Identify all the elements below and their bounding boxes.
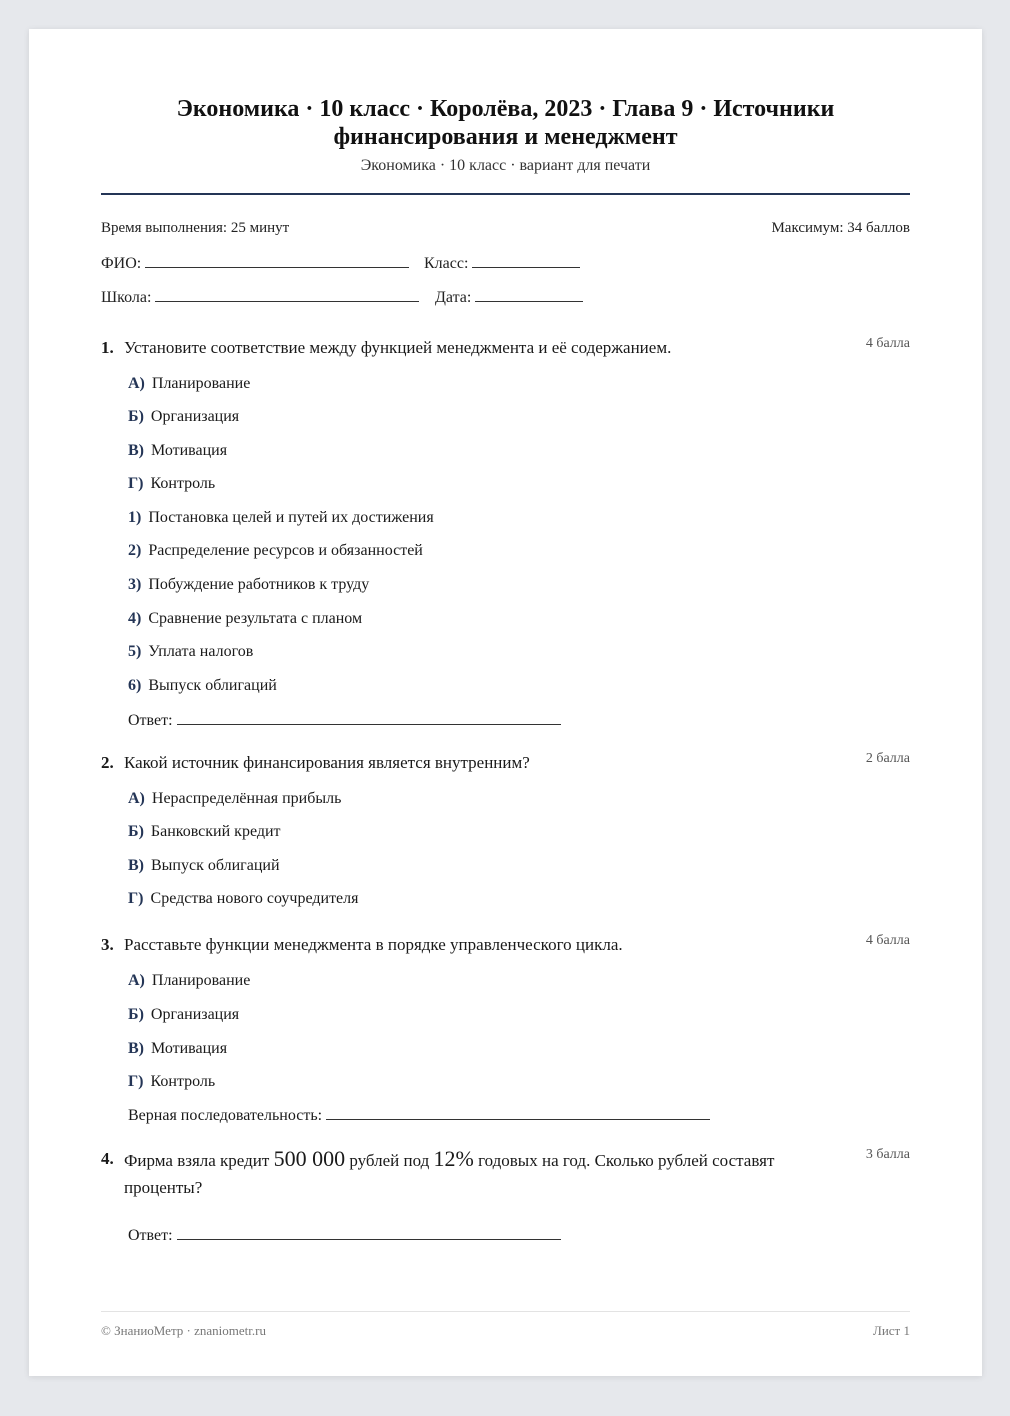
answer-label: Ответ: xyxy=(128,712,173,729)
question-header xyxy=(101,334,910,361)
header-divider xyxy=(101,193,910,195)
school-line[interactable] xyxy=(155,287,419,302)
option-g xyxy=(128,474,215,494)
question-3 xyxy=(101,931,910,1124)
fio-field[interactable] xyxy=(101,253,409,273)
question-number: 1. xyxy=(101,338,114,357)
question-text: Установите соответствие между функцией менеджмента и её содержанием. xyxy=(124,338,672,357)
option-marker: Б) xyxy=(128,823,144,840)
answer-label: Ответ: xyxy=(128,1227,173,1244)
question-points: 4 балла xyxy=(865,336,910,351)
fio-label: ФИО: xyxy=(101,255,142,272)
question-points: 3 балла xyxy=(865,1147,910,1162)
option-text: Мотивация xyxy=(151,442,228,459)
option-marker: 3) xyxy=(128,576,142,593)
option-text: Постановка целей и путей их достижения xyxy=(148,509,434,526)
meta-row xyxy=(101,220,910,237)
question-header xyxy=(101,1145,910,1201)
question-points: 2 балла xyxy=(865,751,910,766)
footer-divider xyxy=(101,1311,910,1312)
option-2 xyxy=(128,541,423,561)
option-text: Банковский кредит xyxy=(150,823,281,840)
option-marker: 5) xyxy=(128,643,142,660)
class-label: Класс: xyxy=(424,255,469,272)
option-marker: В) xyxy=(128,1040,144,1057)
school-label: Школа: xyxy=(101,289,152,306)
option-text: Сравнение результата с планом xyxy=(148,610,363,627)
option-6 xyxy=(128,676,277,696)
option-text: Мотивация xyxy=(151,1040,228,1057)
option-text: Нераспределённая прибыль xyxy=(151,790,342,807)
option-g xyxy=(128,1072,215,1092)
question-points: 4 балла xyxy=(865,933,910,948)
option-a xyxy=(128,789,341,809)
answer-line[interactable] xyxy=(326,1105,710,1120)
page-title: Экономика · 10 класс · Королёва, 2023 · Глава 9 · Источники финансирования и менеджмент xyxy=(176,96,835,150)
option-5 xyxy=(128,642,253,662)
question-number: 4. xyxy=(101,1149,114,1168)
option-b xyxy=(128,1005,239,1025)
interest-rate: 12% xyxy=(433,1146,474,1171)
answer-field[interactable] xyxy=(128,710,561,730)
answer-field[interactable] xyxy=(128,1225,561,1245)
date-line[interactable] xyxy=(475,287,583,302)
question-1 xyxy=(101,334,910,729)
option-g xyxy=(128,889,359,909)
option-marker: 2) xyxy=(128,542,142,559)
option-a xyxy=(128,971,250,991)
question-4 xyxy=(101,1145,910,1244)
question-2 xyxy=(101,749,910,907)
class-line[interactable] xyxy=(472,253,580,268)
question-header xyxy=(101,749,910,776)
option-marker: А) xyxy=(128,375,145,392)
sheet-number: Лист 1 xyxy=(873,1323,910,1338)
page-subtitle: Экономика · 10 класс · вариант для печати xyxy=(360,157,651,174)
answer-label: Верная последовательность: xyxy=(128,1107,323,1124)
text-part: Фирма взяла кредит xyxy=(124,1151,274,1170)
sequence-answer-field[interactable] xyxy=(128,1105,710,1125)
option-b xyxy=(128,822,281,842)
option-text: Организация xyxy=(150,1006,240,1023)
option-text: Выпуск облигаций xyxy=(151,857,280,874)
question-header xyxy=(101,931,910,958)
max-score: Максимум: 34 баллов xyxy=(771,220,910,236)
date-label: Дата: xyxy=(435,289,472,306)
option-text: Планирование xyxy=(151,375,251,392)
option-text: Контроль xyxy=(150,1073,216,1090)
option-text: Уплата налогов xyxy=(148,643,254,660)
option-3 xyxy=(128,575,369,595)
option-text: Планирование xyxy=(151,972,251,989)
footer-copyright: © ЗнаниоМетр · znaniometr.ru xyxy=(101,1323,266,1338)
option-text: Распределение ресурсов и обязанностей xyxy=(148,542,423,559)
option-b xyxy=(128,407,239,427)
option-marker: А) xyxy=(128,790,145,807)
option-text: Контроль xyxy=(150,475,216,492)
option-text: Выпуск облигаций xyxy=(148,677,277,694)
option-text: Побуждение работников к труду xyxy=(148,576,370,593)
option-v xyxy=(128,856,280,876)
option-marker: Г) xyxy=(128,890,144,907)
class-field[interactable] xyxy=(424,253,580,273)
text-part: рублей под xyxy=(345,1151,434,1170)
option-marker: В) xyxy=(128,442,144,459)
option-a xyxy=(128,374,250,394)
option-marker: Г) xyxy=(128,1073,144,1090)
option-marker: Б) xyxy=(128,1006,144,1023)
option-text: Средства нового соучредителя xyxy=(150,890,359,907)
question-number: 2. xyxy=(101,753,114,772)
time-limit: Время выполнения: 25 минут xyxy=(101,220,290,236)
option-marker: А) xyxy=(128,972,145,989)
footer xyxy=(101,1323,910,1339)
question-text xyxy=(124,1146,775,1197)
question-text: Какой источник финансирования является внутренним? xyxy=(124,753,530,772)
option-marker: 6) xyxy=(128,677,142,694)
option-v xyxy=(128,1039,227,1059)
answer-line[interactable] xyxy=(177,1225,561,1240)
option-1 xyxy=(128,508,434,528)
date-field[interactable] xyxy=(435,287,583,307)
option-text: Организация xyxy=(150,408,240,425)
option-marker: 1) xyxy=(128,509,142,526)
question-text: Расставьте функции менеджмента в порядке управленческого цикла. xyxy=(124,935,623,954)
loan-amount: 500 000 xyxy=(273,1146,346,1171)
worksheet-page xyxy=(29,29,982,1376)
option-4 xyxy=(128,609,362,629)
text-part: годовых на год. Сколько рублей составят проценты? xyxy=(124,1151,775,1197)
option-marker: 4) xyxy=(128,610,142,627)
school-field[interactable] xyxy=(101,287,419,307)
option-marker: Б) xyxy=(128,408,144,425)
answer-line[interactable] xyxy=(177,710,561,725)
fio-line[interactable] xyxy=(145,253,409,268)
option-v xyxy=(128,441,227,461)
option-marker: В) xyxy=(128,857,144,874)
question-number: 3. xyxy=(101,935,114,954)
option-marker: Г) xyxy=(128,475,144,492)
